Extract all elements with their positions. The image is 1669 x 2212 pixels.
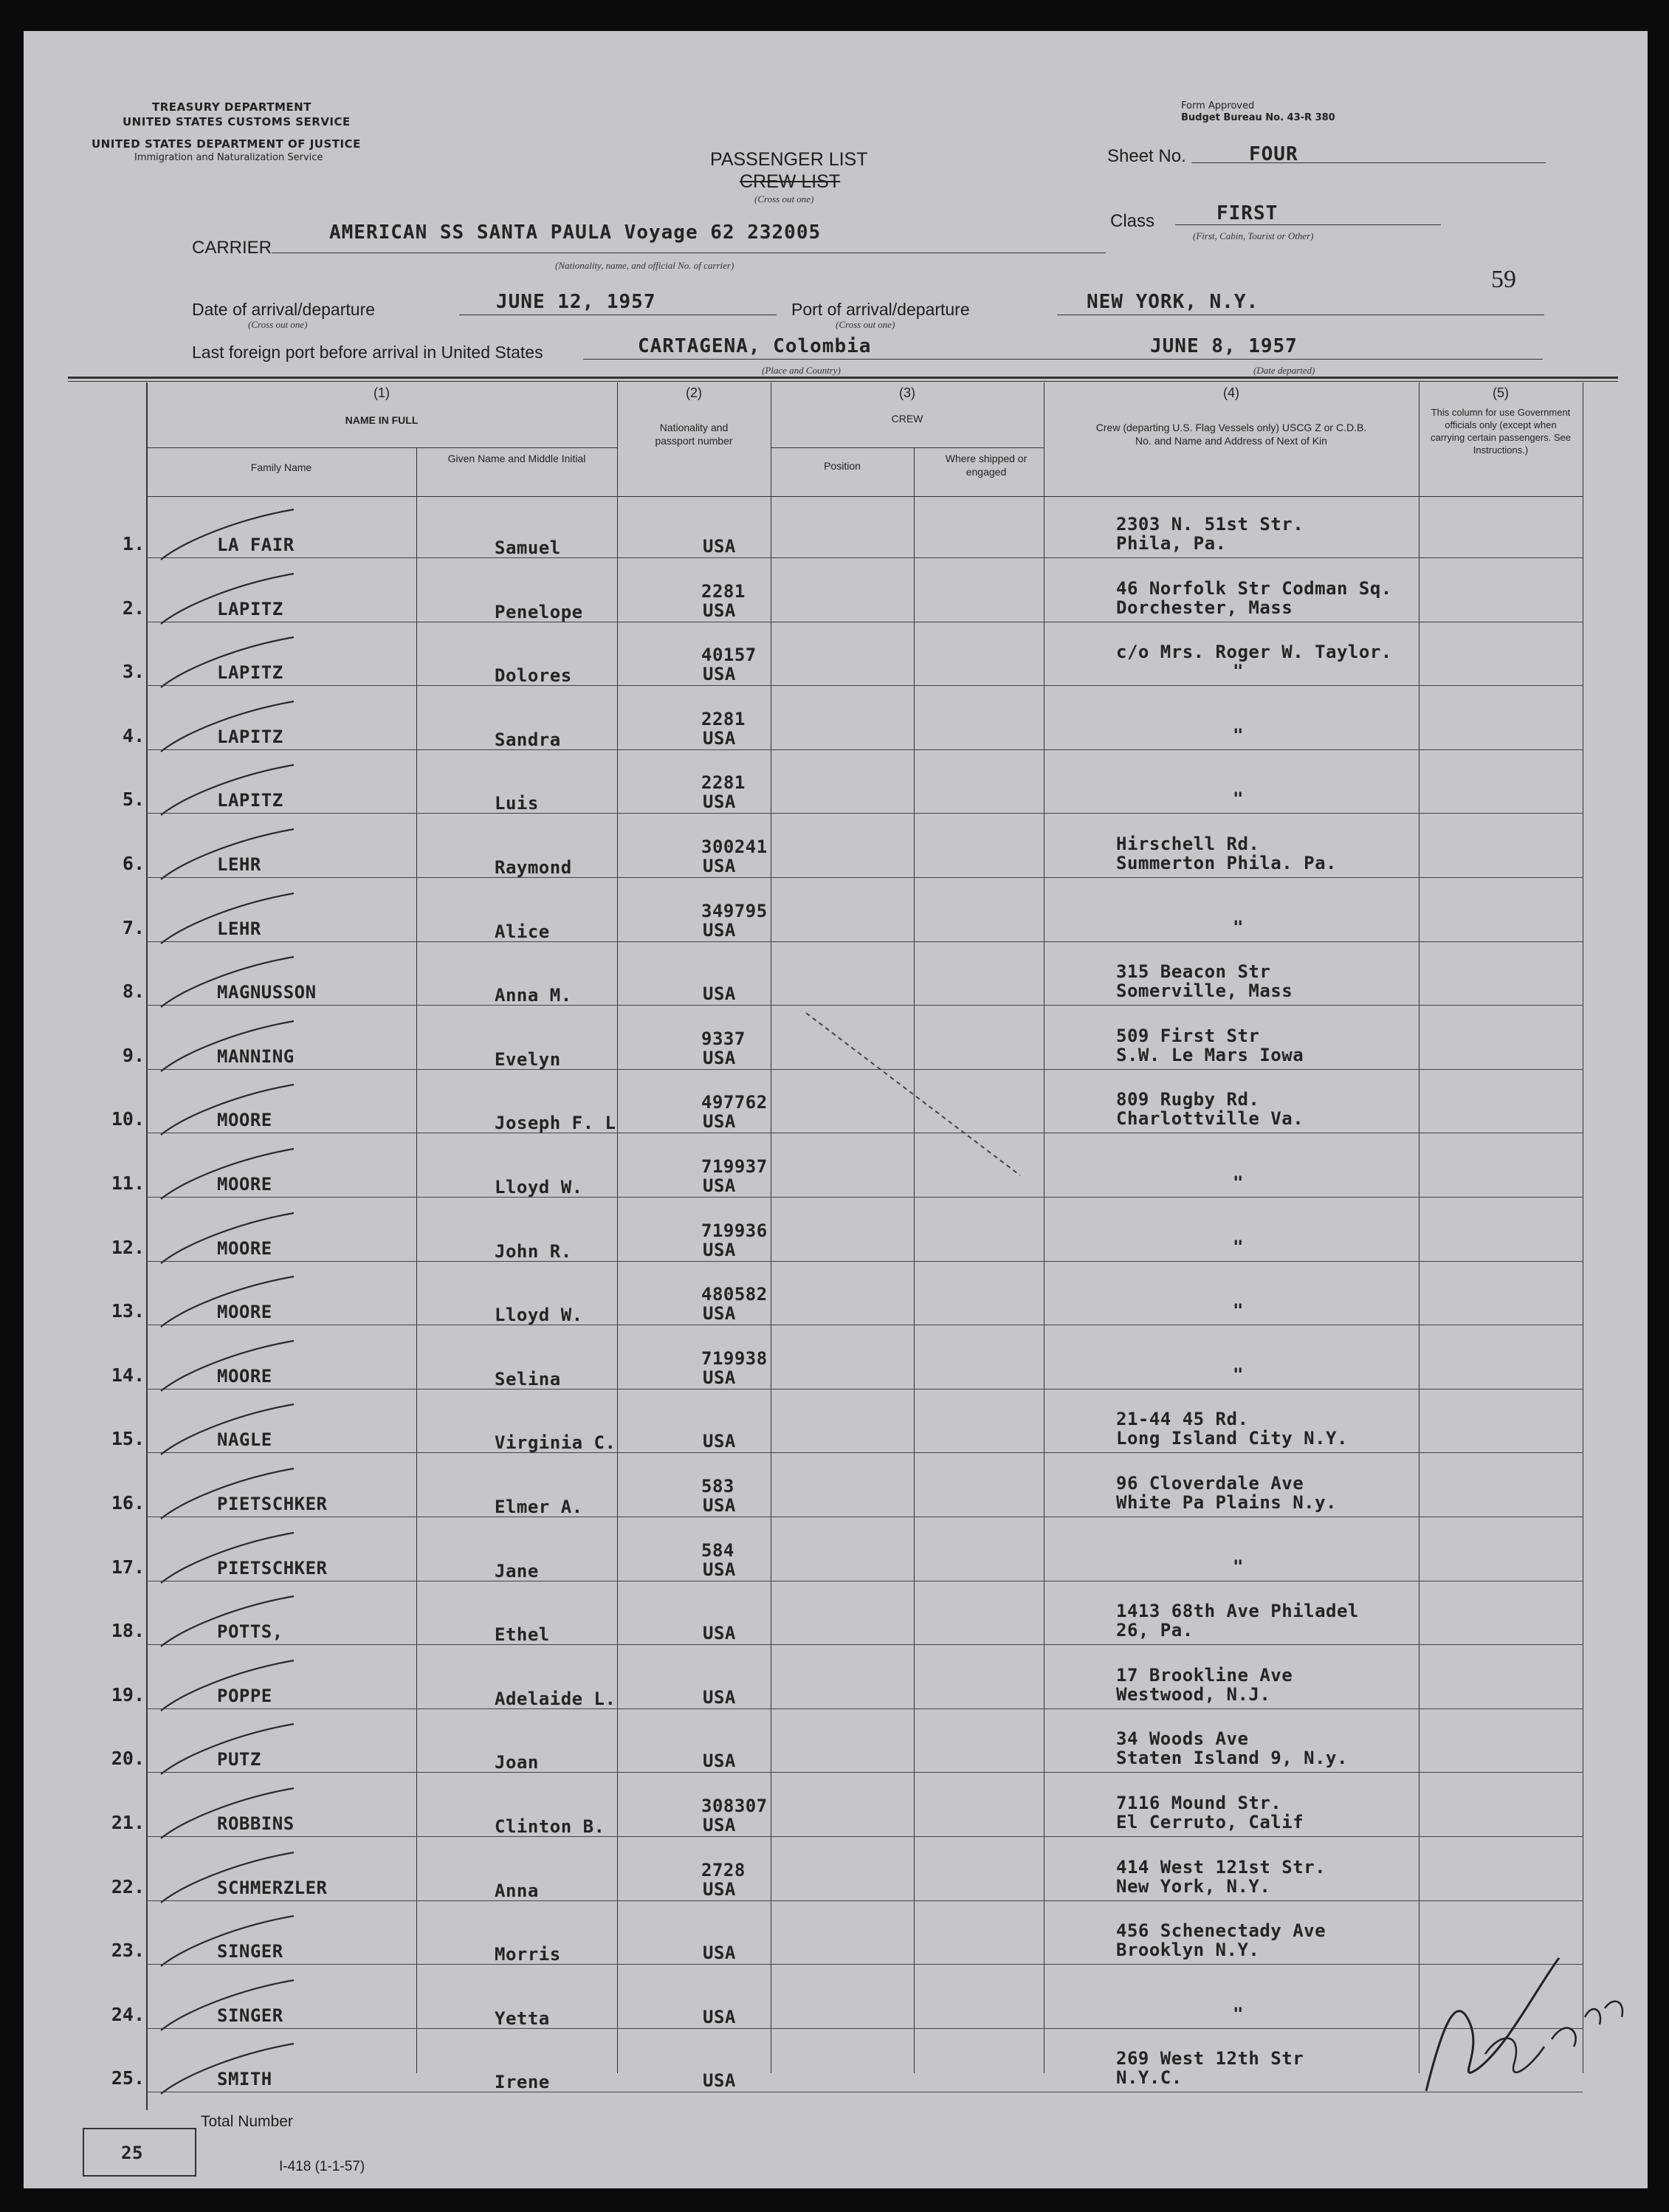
passport-number: 2281: [701, 709, 746, 729]
address-line-2: S.W. Le Mars Iowa: [1116, 1045, 1304, 1065]
port-value: NEW YORK, N.Y.: [1087, 291, 1259, 313]
address-line-2: Westwood, N.J.: [1116, 1684, 1271, 1705]
col3-shipped-header: Where shipped or engaged: [945, 453, 1028, 478]
last-port-label: Last foreign port before arrival in United States: [192, 343, 543, 362]
row-number: 2.: [122, 597, 145, 619]
last-port-value: CARTAGENA, Colombia: [638, 335, 872, 357]
given-name: Yetta: [495, 2008, 550, 2029]
passport-number: 583: [701, 1476, 734, 1497]
address-line-2: ": [1233, 1364, 1244, 1385]
row-rule: [146, 1772, 1583, 1773]
row-rule: [146, 1197, 1583, 1198]
passport-number: 584: [701, 1540, 734, 1561]
port-label: Port of arrival/departure: [791, 300, 970, 319]
nationality: USA: [703, 1367, 736, 1388]
nationality: USA: [703, 1559, 736, 1580]
departed-value: JUNE 8, 1957: [1150, 335, 1298, 357]
nationality: USA: [703, 1431, 736, 1452]
nationality: USA: [703, 2007, 736, 2027]
row-number: 15.: [111, 1428, 145, 1449]
address-line-1: 1413 68th Ave Philadel: [1116, 1601, 1359, 1621]
row-rule: [146, 1452, 1583, 1453]
tally-stroke: [161, 765, 294, 815]
given-name: Alice: [495, 921, 550, 942]
passport-number: 2728: [701, 1860, 746, 1880]
carrier-note: (Nationality, name, and official No. of carrier): [555, 260, 734, 271]
family-name: SINGER: [217, 1941, 283, 1962]
nationality: USA: [703, 920, 736, 941]
row-rule: [146, 1261, 1583, 1262]
passport-number: 2281: [701, 581, 746, 602]
family-name: MANNING: [217, 1046, 295, 1067]
address-line-2: ": [1233, 917, 1244, 938]
given-name: Adelaide L.: [495, 1689, 616, 1709]
row-number: 3.: [122, 661, 145, 682]
given-name: Jane: [495, 1561, 539, 1581]
family-name: PUTZ: [217, 1749, 261, 1770]
tally-stroke: [161, 829, 294, 879]
row-number: 18.: [111, 1620, 145, 1641]
address-line-1: 809 Rugby Rd.: [1116, 1089, 1260, 1110]
given-name: Morris: [495, 1944, 561, 1965]
tally-stroke: [161, 957, 294, 1007]
family-name: MOORE: [217, 1302, 272, 1322]
given-name: Anna M.: [495, 985, 572, 1006]
tally-stroke: [161, 1021, 294, 1071]
stamp-number: 59: [1491, 266, 1516, 293]
row-rule: [146, 1964, 1583, 1965]
row-rule: [146, 557, 1583, 558]
family-name: MOORE: [217, 1366, 272, 1387]
nationality: USA: [703, 1111, 736, 1132]
col3-title: CREW: [891, 413, 923, 425]
sheet-value: FOUR: [1249, 143, 1298, 165]
family-name: MAGNUSSON: [217, 982, 317, 1003]
family-name: MOORE: [217, 1110, 272, 1130]
tally-stroke: [161, 637, 294, 687]
passport-number: 9337: [701, 1028, 746, 1049]
given-name: Anna: [495, 1880, 539, 1901]
tally-stroke: [161, 1213, 294, 1263]
address-line-1: 414 West 121st Str.: [1116, 1857, 1326, 1878]
col5-title: This column for use Government officials only (except when carrying certain passengers. See Instructions.): [1430, 407, 1572, 456]
tally-check-mark: [154, 825, 301, 884]
row-number: 7.: [122, 917, 145, 938]
title-crew-list: CREW LIST: [740, 171, 841, 192]
row-number: 22.: [111, 1876, 145, 1897]
row-number: 8.: [122, 980, 145, 1002]
passport-number: 349795: [701, 901, 768, 921]
row-number: 12.: [111, 1237, 145, 1258]
address-line-2: Phila, Pa.: [1116, 533, 1227, 554]
row-rule: [146, 685, 1583, 686]
row-rule: [146, 1389, 1583, 1390]
given-name: Selina: [495, 1369, 561, 1390]
row-rule: [146, 813, 1583, 814]
tally-check-mark: [154, 1656, 301, 1715]
address-line-1: 34 Woods Ave: [1116, 1728, 1249, 1749]
tally-check-mark: [154, 760, 301, 820]
col1-title: NAME IN FULL: [345, 414, 419, 426]
address-line-2: ": [1233, 1300, 1244, 1321]
row-number: 21.: [111, 1812, 145, 1833]
tally-check-mark: [154, 2039, 301, 2098]
tally-stroke: [161, 574, 294, 624]
nationality: USA: [703, 1879, 736, 1900]
row-rule: [146, 1900, 1583, 1901]
tally-stroke: [161, 1596, 294, 1646]
tally-stroke: [161, 1277, 294, 1327]
address-line-2: Somerville, Mass: [1116, 980, 1293, 1001]
family-name: LEHR: [217, 918, 261, 939]
row-number: 25.: [111, 2067, 145, 2089]
arrival-value: JUNE 12, 1957: [496, 291, 656, 313]
tally-check-mark: [154, 1144, 301, 1203]
departed-note: (Date departed): [1253, 365, 1315, 376]
row-rule: [146, 1644, 1583, 1645]
row-number: 10.: [111, 1108, 145, 1130]
given-name: Lloyd W.: [495, 1305, 583, 1325]
passport-number: 308307: [701, 1796, 768, 1816]
passport-number: 719938: [701, 1348, 768, 1369]
total-label: Total Number: [201, 2113, 293, 2130]
tally-stroke: [161, 509, 294, 560]
tally-check-mark: [154, 569, 301, 628]
row-rule: [146, 749, 1583, 750]
form-approved: Form Approved: [1181, 100, 1255, 111]
tally-stroke: [161, 1404, 294, 1454]
nationality: USA: [703, 983, 736, 1004]
agency-sub: Immigration and Naturalization Service: [134, 152, 323, 163]
tally-check-mark: [154, 952, 301, 1011]
tally-stroke: [161, 1085, 294, 1135]
row-number: 6.: [122, 853, 145, 874]
title-passenger-list: PASSENGER LIST: [710, 149, 868, 170]
row-number: 1.: [122, 533, 145, 554]
tally-check-mark: [154, 1784, 301, 1843]
tally-check-mark: [154, 1336, 301, 1395]
nationality: USA: [703, 1943, 736, 1963]
row-rule: [146, 1708, 1583, 1709]
tally-stroke: [161, 1469, 294, 1519]
handwritten-signature: [1411, 1943, 1633, 2106]
agency-line-1: TREASURY DEPARTMENT: [152, 100, 312, 114]
port-cross: (Cross out one): [836, 319, 895, 330]
budget-bureau: Budget Bureau No. 43-R 380: [1181, 112, 1335, 123]
tally-stroke: [161, 1533, 294, 1583]
address-line-2: 26, Pa.: [1116, 1620, 1194, 1641]
address-line-2: ": [1233, 2004, 1244, 2024]
address-line-2: ": [1233, 789, 1244, 809]
given-name: Evelyn: [495, 1049, 561, 1070]
total-box: [83, 2128, 196, 2177]
col5-number: (5): [1493, 385, 1509, 400]
row-number: 13.: [111, 1300, 145, 1322]
given-name: John R.: [495, 1241, 572, 1262]
given-name: Joseph F. L: [495, 1113, 616, 1133]
given-name: Elmer A.: [495, 1497, 583, 1517]
family-name: SCHMERZLER: [217, 1878, 328, 1898]
row-number: 20.: [111, 1748, 145, 1769]
tally-check-mark: [154, 1976, 301, 2035]
class-note: (First, Cabin, Tourist or Other): [1193, 230, 1314, 241]
crew-column-dash-mark: [799, 998, 1035, 1190]
address-line-1: 17 Brookline Ave: [1116, 1665, 1293, 1686]
row-rule: [146, 877, 1583, 878]
nationality: USA: [703, 1175, 736, 1196]
given-name: Virginia C.: [495, 1432, 616, 1453]
given-name: Ethel: [495, 1624, 550, 1645]
row-number: 5.: [122, 789, 145, 810]
tally-check-mark: [154, 1464, 301, 1523]
address-line-1: 509 First Str: [1116, 1026, 1260, 1046]
nationality: USA: [703, 536, 736, 557]
tally-stroke: [161, 1724, 294, 1774]
passport-number: 2281: [701, 772, 746, 793]
tally-check-mark: [154, 697, 301, 756]
address-line-1: 7116 Mound Str.: [1116, 1793, 1282, 1813]
nationality: USA: [703, 1303, 736, 1324]
carrier-label: CARRIER: [192, 238, 272, 258]
tally-check-mark: [154, 505, 301, 564]
tally-stroke: [161, 1341, 294, 1391]
address-line-2: El Cerruto, Calif: [1116, 1812, 1304, 1833]
tally-check-mark: [154, 1272, 301, 1331]
nationality: USA: [703, 1240, 736, 1260]
given-name: Sandra: [495, 729, 561, 750]
address-line-1: 46 Norfolk Str Codman Sq.: [1116, 578, 1392, 599]
class-label: Class: [1110, 211, 1155, 231]
class-value: FIRST: [1217, 202, 1279, 224]
family-name: LAPITZ: [217, 662, 283, 683]
family-name: ROBBINS: [217, 1813, 295, 1834]
tally-check-mark: [154, 1720, 301, 1779]
address-line-1: Hirschell Rd.: [1116, 834, 1260, 854]
address-line-1: 269 West 12th Str: [1116, 2048, 1304, 2069]
nationality: USA: [703, 664, 736, 684]
passport-number: 300241: [701, 837, 768, 857]
nationality: USA: [703, 1048, 736, 1068]
row-number: 17.: [111, 1556, 145, 1578]
last-port-note: (Place and Country): [762, 365, 841, 376]
address-line-1: 96 Cloverdale Ave: [1116, 1473, 1304, 1494]
tally-check-mark: [154, 1400, 301, 1459]
family-name: POTTS,: [217, 1621, 283, 1642]
address-line-2: ": [1233, 1172, 1244, 1193]
manifest-sheet: [24, 31, 1648, 2188]
address-line-2: Charlottville Va.: [1116, 1108, 1304, 1129]
tally-check-mark: [154, 1017, 301, 1076]
col4-number: (4): [1223, 385, 1239, 400]
row-number: 16.: [111, 1492, 145, 1514]
address-line-2: Brooklyn N.Y.: [1116, 1940, 1260, 1960]
tally-stroke: [161, 1660, 294, 1711]
given-name: Clinton B.: [495, 1816, 605, 1837]
family-name: PIETSCHKER: [217, 1494, 328, 1514]
passport-number: 719936: [701, 1220, 768, 1241]
row-number: 9.: [122, 1045, 145, 1066]
family-name: POPPE: [217, 1686, 272, 1706]
nationality: USA: [703, 728, 736, 749]
address-line-1: 456 Schenectady Ave: [1116, 1920, 1326, 1941]
given-name: Raymond: [495, 857, 572, 878]
tally-check-mark: [154, 633, 301, 692]
family-name: NAGLE: [217, 1429, 272, 1450]
col1-number: (1): [374, 385, 390, 400]
total-count: 25: [121, 2143, 143, 2163]
col3-number: (3): [899, 385, 915, 400]
address-line-1: 21-44 45 Rd.: [1116, 1409, 1249, 1429]
given-name: Samuel: [495, 537, 561, 558]
tally-check-mark: [154, 889, 301, 948]
row-rule: [146, 2028, 1583, 2029]
family-name: MOORE: [217, 1174, 272, 1195]
tally-stroke: [161, 2044, 294, 2094]
tally-stroke: [161, 1980, 294, 2030]
family-name: PIETSCHKER: [217, 1558, 328, 1579]
agency-line-3: UNITED STATES DEPARTMENT OF JUSTICE: [92, 137, 361, 151]
tally-check-mark: [154, 1848, 301, 1907]
family-name: SMITH: [217, 2069, 272, 2089]
row-number: 24.: [111, 2004, 145, 2025]
address-line-1: 2303 N. 51st Str.: [1116, 514, 1304, 535]
tally-stroke: [161, 893, 294, 944]
nationality: USA: [703, 856, 736, 876]
tally-check-mark: [154, 1209, 301, 1268]
address-line-2: Summerton Phila. Pa.: [1116, 853, 1337, 873]
family-name: LA FAIR: [217, 535, 295, 555]
address-line-2: White Pa Plains N.y.: [1116, 1492, 1337, 1513]
nationality: USA: [703, 1687, 736, 1708]
col4-title: Crew (departing U.S. Flag Vessels only) USCG Z or C.D.B. No. and Name and Address of Next of Kin: [1095, 422, 1367, 447]
address-line-1: c/o Mrs. Roger W. Taylor.: [1116, 642, 1392, 662]
row-number: 14.: [111, 1364, 145, 1386]
nationality: USA: [703, 1751, 736, 1771]
sheet-label: Sheet No.: [1107, 146, 1186, 166]
tally-stroke: [161, 701, 294, 752]
col1-given-header: Given Name and Middle Initial: [447, 453, 586, 464]
nationality: USA: [703, 1495, 736, 1516]
passport-number: 497762: [701, 1092, 768, 1113]
family-name: LAPITZ: [217, 790, 283, 811]
passport-number: 719937: [701, 1156, 768, 1177]
tally-stroke: [161, 1788, 294, 1838]
address-line-2: New York, N.Y.: [1116, 1876, 1271, 1897]
nationality: USA: [703, 1623, 736, 1643]
row-rule: [146, 941, 1583, 942]
address-line-2: N.Y.C.: [1116, 2067, 1183, 2088]
carrier-value: AMERICAN SS SANTA PAULA Voyage 62 232005: [329, 221, 822, 244]
tally-check-mark: [154, 1528, 301, 1587]
address-line-2: ": [1233, 1556, 1244, 1577]
title-cross-out: (Cross out one): [754, 193, 814, 205]
row-number: 4.: [122, 725, 145, 746]
form-number: I-418 (1-1-57): [279, 2159, 365, 2174]
nationality: USA: [703, 1815, 736, 1835]
nationality: USA: [703, 791, 736, 812]
family-name: SINGER: [217, 2005, 283, 2026]
family-name: LEHR: [217, 854, 261, 875]
passport-number: 40157: [701, 645, 757, 665]
col2-title: Nationality and passport number: [655, 422, 733, 447]
tally-stroke: [161, 1149, 294, 1199]
given-name: Luis: [495, 793, 539, 814]
given-name: Dolores: [495, 665, 572, 686]
address-line-1: 315 Beacon Str: [1116, 961, 1271, 982]
tally-stroke: [161, 1852, 294, 1903]
given-name: Penelope: [495, 602, 583, 622]
address-line-2: ": [1233, 1237, 1244, 1257]
family-name: MOORE: [217, 1238, 272, 1259]
tally-check-mark: [154, 1080, 301, 1139]
row-number: 11.: [111, 1172, 145, 1194]
arrival-label: Date of arrival/departure: [192, 300, 376, 319]
family-name: LAPITZ: [217, 727, 283, 747]
given-name: Joan: [495, 1752, 539, 1773]
arrival-cross: (Cross out one): [248, 319, 308, 330]
col2-number: (2): [686, 385, 702, 400]
address-line-2: Long Island City N.Y.: [1116, 1428, 1348, 1449]
address-line-2: Staten Island 9, N.y.: [1116, 1748, 1348, 1768]
family-name: LAPITZ: [217, 599, 283, 619]
nationality: USA: [703, 600, 736, 621]
tally-check-mark: [154, 1912, 301, 1971]
row-number: 23.: [111, 1940, 145, 1961]
col3-position-header: Position: [824, 460, 861, 472]
given-name: Lloyd W.: [495, 1177, 583, 1198]
passport-number: 480582: [701, 1284, 768, 1305]
tally-stroke: [161, 1916, 294, 1966]
address-line-2: ": [1233, 725, 1244, 746]
col1-family-header: Family Name: [250, 461, 312, 473]
address-line-2: Dorchester, Mass: [1116, 597, 1293, 618]
row-rule: [146, 1836, 1583, 1837]
agency-line-2: UNITED STATES CUSTOMS SERVICE: [123, 115, 351, 128]
nationality: USA: [703, 2070, 736, 2091]
given-name: Irene: [495, 2072, 550, 2092]
tally-check-mark: [154, 1592, 301, 1651]
row-number: 19.: [111, 1684, 145, 1706]
address-line-2: ": [1233, 661, 1244, 681]
